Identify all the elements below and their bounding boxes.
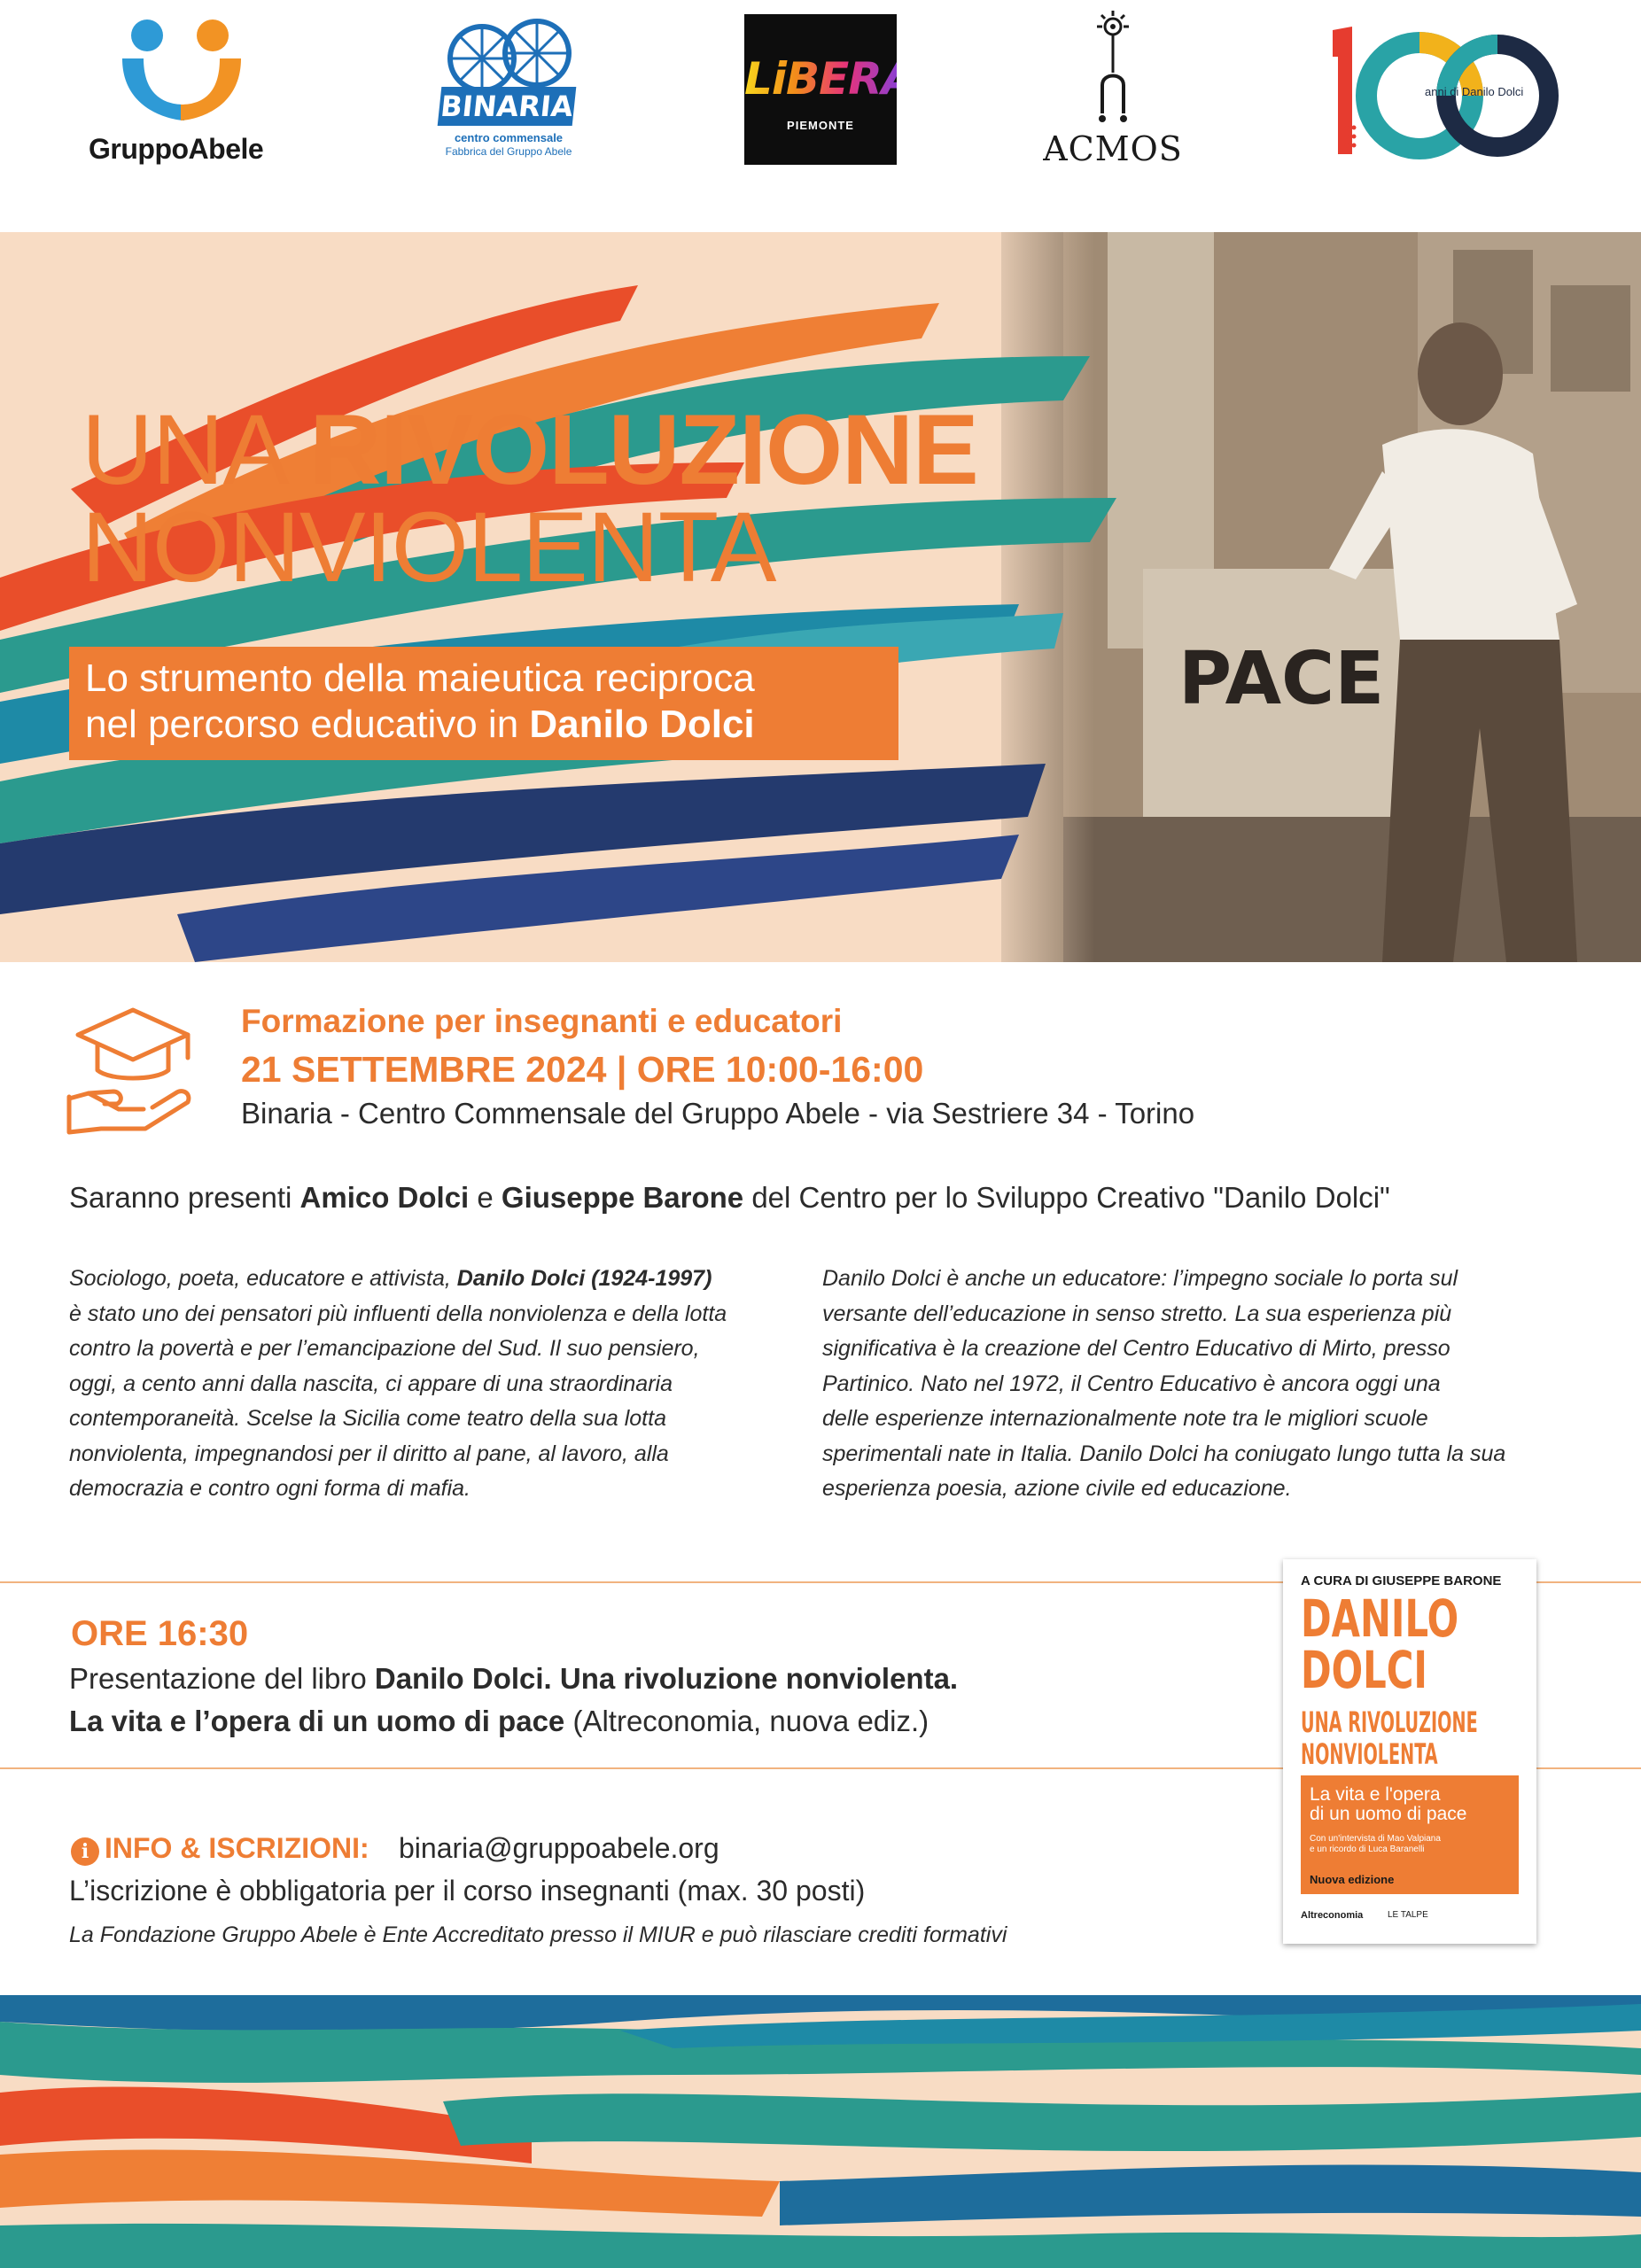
registration-note: L’iscrizione è obbligatoria per il corso insegnanti (max. 30 posti) (69, 1875, 866, 1907)
binaria-tagline-2: Fabbrica del Gruppo Abele (445, 145, 572, 158)
bio-left-line (69, 1262, 778, 1297)
bio-left-line: democrazia e contro ogni forma di mafia. (69, 1476, 471, 1501)
speakers-prefix: Saranno presenti (69, 1181, 300, 1214)
color-strokes (0, 285, 1116, 962)
book-subtitle-2: di un uomo di pace (1310, 1804, 1467, 1824)
book-note-1: Con un'intervista di Mao Valpiana (1310, 1834, 1441, 1844)
libera-region: PIEMONTE (787, 119, 854, 132)
speakers-suffix: del Centro per lo Sviluppo Creativo "Danilo Dolci" (743, 1181, 1390, 1214)
bio-right-line: esperienza poesia, azione civile ed educazione. (822, 1476, 1292, 1501)
book-title-line1: DANILO (1301, 1588, 1459, 1649)
hero-title-line2: NONVIOLENTA (82, 492, 776, 602)
bio-right-line: sperimentali nate in Italia. Danilo Dolci ha coniugato lungo tutta la sua (822, 1441, 1506, 1466)
hero-title-emphasis: RIVOLUZIONE (309, 394, 978, 505)
bio-right-column (822, 1262, 1531, 1507)
book-subtitle-panel (1301, 1775, 1519, 1894)
book-title-line4: NONVIOLENTA (1301, 1737, 1438, 1771)
hero-banner (0, 232, 1641, 962)
hero-subtitle-text: nel percorso educativo in (85, 703, 530, 746)
bottom-wave-strokes (0, 1995, 1641, 2268)
book-talk-line2 (69, 1705, 929, 1738)
bio-left-line: oggi, a cento anni dalla nascita, ci appare di una straordinaria (69, 1371, 673, 1396)
info-email-link[interactable]: binaria@gruppoabele.org (399, 1832, 719, 1864)
binaria-wheels-icon (432, 14, 585, 94)
bio-right-line: delle esperienze internazionalmente note tra le migliori scuole (822, 1406, 1428, 1431)
info-label: INFO & ISCRIZIONI: (105, 1832, 369, 1864)
book-talk-title: Danilo Dolci. Una rivoluzione nonviolenta. (374, 1662, 959, 1695)
acmos-wordmark: ACMOS (1043, 129, 1183, 168)
bio-right-line: Danilo Dolci è anche un educatore: l’impegno sociale lo porta sul (822, 1266, 1458, 1291)
book-cover (1283, 1559, 1536, 1944)
bio-right-line: versante dell’educazione in senso stretto. La sua esperienza più (822, 1301, 1452, 1326)
book-title-line2: DOLCI (1301, 1640, 1427, 1700)
binaria-wordmark: BINARIA (438, 87, 577, 126)
hero-title-prefix: UNA (82, 394, 310, 505)
book-publisher: Altreconomia (1301, 1910, 1364, 1921)
book-subtitle-1: La vita e l'opera (1310, 1784, 1441, 1805)
book-talk-subtitle: La vita e l’opera di un uomo di pace (69, 1705, 565, 1737)
event-place: Binaria - Centro Commensale del Gruppo Abele - via Sestriere 34 - Torino (241, 1097, 1195, 1130)
hero-subtitle-name: Danilo Dolci (529, 703, 755, 746)
centenary-logo (1329, 21, 1559, 163)
speaker-giuseppe-barone: Giuseppe Barone (501, 1181, 744, 1214)
accreditation-note: La Fondazione Gruppo Abele è Ente Accreditato presso il MIUR e può rilasciare crediti formativi (69, 1922, 1007, 1947)
bio-left-line: contemporaneità. Scelse la Sicilia come teatro della sua lotta (69, 1406, 666, 1431)
speakers-conjunction: e (469, 1181, 502, 1214)
gruppo-abele-logo (80, 16, 284, 167)
book-talk-publisher: (Altreconomia, nuova ediz.) (564, 1705, 929, 1737)
book-edition: Nuova edizione (1310, 1873, 1395, 1886)
bottom-decoration (0, 1995, 1641, 2268)
libera-logo (744, 14, 915, 165)
hero-title-line1 (82, 394, 978, 505)
book-talk-intro: Presentazione del libro (69, 1662, 375, 1695)
book-title-line3: UNA RIVOLUZIONE (1301, 1705, 1478, 1739)
book-talk-line1 (69, 1662, 958, 1696)
gruppo-abele-wordmark: GruppoAbele (89, 133, 264, 165)
bio-left-line: è stato uno dei pensatori più influenti della nonviolenza e della lotta (69, 1301, 727, 1326)
speaker-amico-dolci: Amico Dolci (299, 1181, 470, 1214)
gruppo-abele-mark (80, 16, 284, 131)
hero-subtitle-box (69, 647, 898, 760)
acmos-figure-icon (1042, 9, 1184, 129)
bio-right-line: Partinico. Nato nel 1972, il Centro Educativo è ancora oggi una (822, 1371, 1441, 1396)
book-note-2: e un ricordo di Luca Baranelli (1310, 1845, 1425, 1854)
event-date-time: 21 SETTEMBRE 2024 | ORE 10:00-16:00 (241, 1049, 924, 1090)
hero-subtitle-line2 (85, 702, 755, 748)
book-curator: A CURA DI GIUSEPPE BARONE (1301, 1573, 1502, 1588)
bio-left-text: Sociologo, poeta, educatore e attivista, (69, 1266, 457, 1291)
graduation-cap-hand-icon (66, 1005, 195, 1138)
binaria-logo (432, 14, 585, 165)
bio-left-column (69, 1262, 778, 1507)
info-icon: i (71, 1837, 99, 1866)
bio-left-line: nonviolenta, impegnandosi per il diritto al pane, al lavoro, alla (69, 1441, 669, 1466)
speakers-line (69, 1181, 1390, 1215)
acmos-logo (1042, 9, 1184, 168)
libera-wordmark: LiBERA (744, 53, 915, 105)
hero-subtitle-line1: Lo strumento della maieutica reciproca (85, 656, 755, 700)
event-heading: Formazione per insegnanti e educatori (241, 1003, 843, 1039)
bio-right-line: significativa è la creazione del Centro Educativo di Mirto, presso (822, 1336, 1450, 1361)
book-series: LE TALPE (1388, 1910, 1428, 1920)
partner-logos (0, 0, 1641, 232)
centenary-tagline: anni di Danilo Dolci (1425, 85, 1524, 98)
bio-left-line: contro la povertà e per l’emancipazione del Sud. Il suo pensiero, (69, 1336, 700, 1361)
book-talk-time: ORE 16:30 (71, 1614, 249, 1653)
bio-left-name: Danilo Dolci (1924-1997) (456, 1266, 712, 1291)
binaria-tagline: centro commensale (454, 131, 564, 144)
